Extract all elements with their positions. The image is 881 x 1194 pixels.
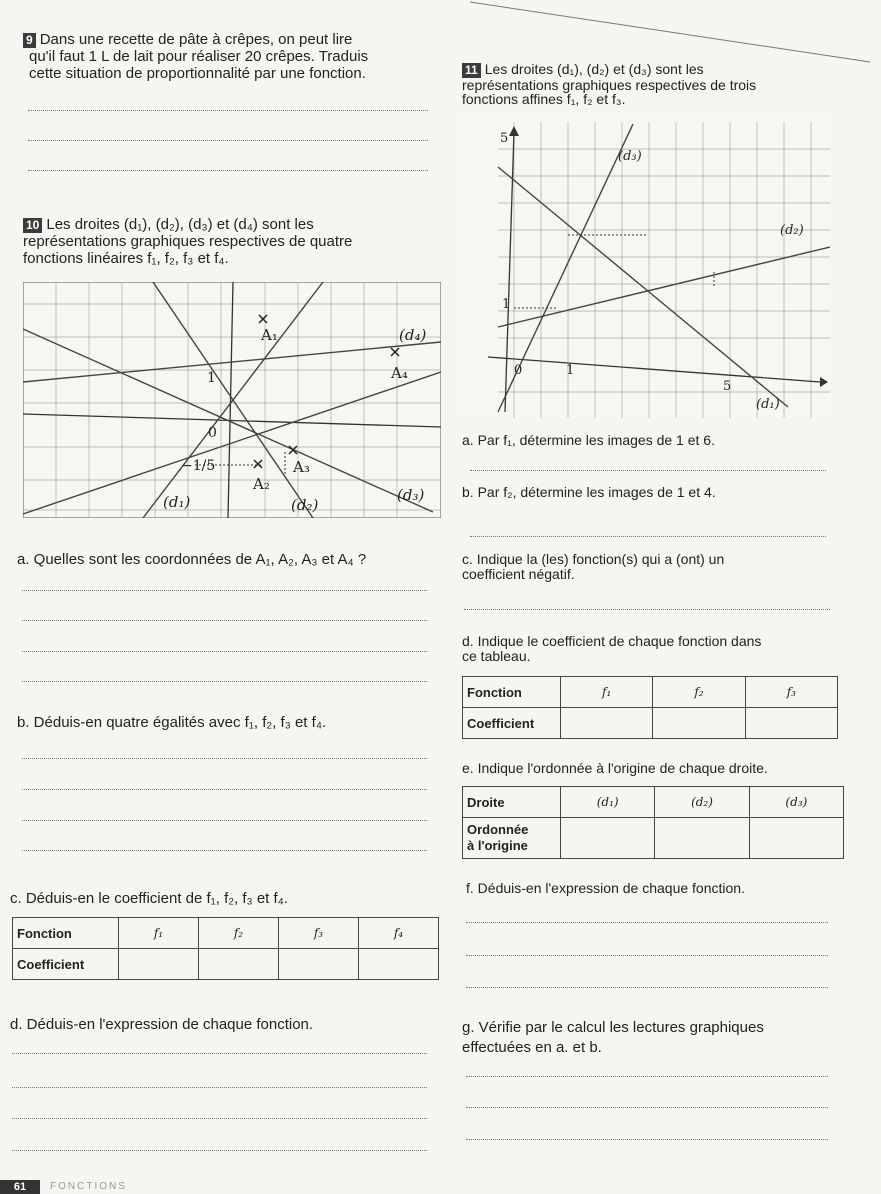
answer-line[interactable] [12, 1087, 427, 1088]
table-col-d3: (d₃) [749, 787, 843, 818]
ex11-question-c [462, 552, 842, 582]
ex11-question-d [462, 634, 842, 664]
table-cell-input[interactable] [653, 708, 745, 739]
label-origin: 0 [208, 425, 217, 441]
label-d1: (d₁) [756, 397, 780, 412]
answer-line[interactable] [470, 536, 826, 537]
answer-line[interactable] [464, 609, 830, 610]
answer-line[interactable] [466, 1139, 828, 1140]
answer-line[interactable] [466, 955, 828, 956]
table-cell-input[interactable] [561, 818, 655, 859]
ex10-line2: représentations graphiques respectives de quatre [23, 233, 353, 250]
label-A3: A₃ [293, 458, 310, 476]
table-col-f4: f₄ [359, 918, 439, 949]
ex10-question-b: b. Déduis-en quatre égalités avec f₁, f₂, f₃ et f₄. [17, 714, 327, 731]
table-header-ordonnee-line1: Ordonnée [467, 822, 529, 837]
ex11-question-e: e. Indique l'ordonnée à l'origine de chaque droite. [462, 760, 768, 776]
ex11-question-c-line1: c. Indique la (les) fonction(s) qui a (ont) un [462, 551, 725, 567]
ex10-question-c: c. Déduis-en le coefficient de f₁, f₂, f₃ et f₄. [10, 890, 288, 907]
table-header-fonction: Fonction [13, 918, 119, 949]
ex11-coefficient-table [462, 676, 838, 739]
answer-line[interactable] [12, 1150, 427, 1151]
ex11-question-d-line2: ce tableau. [462, 648, 531, 664]
ex11-question-c-line2: coefficient négatif. [462, 566, 575, 582]
ex10-number: 10 [23, 218, 42, 233]
ex11-intercept-table [462, 786, 844, 859]
table-col-f2: f₂ [199, 918, 279, 949]
top-decoration [470, 0, 881, 70]
answer-line[interactable] [470, 470, 826, 471]
ex9-line2: qu'il faut 1 L de lait pour réaliser 20 crêpes. Traduis [29, 48, 369, 65]
table-header-droite: Droite [463, 787, 561, 818]
answer-line[interactable] [22, 789, 427, 790]
answer-line[interactable] [466, 922, 828, 923]
ex11-question-f: f. Déduis-en l'expression de chaque fonction. [466, 880, 745, 896]
answer-line[interactable] [22, 758, 427, 759]
answer-line[interactable] [12, 1118, 427, 1119]
answer-line[interactable] [22, 681, 427, 682]
label-A1: A₁ [261, 326, 278, 344]
ex11-statement [462, 62, 872, 106]
answer-line[interactable] [22, 651, 427, 652]
ex10-question-d: d. Déduis-en l'expression de chaque fonction. [10, 1016, 314, 1033]
label-x-five: 5 [723, 379, 732, 394]
ex11-question-g [462, 1018, 862, 1058]
table-cell-input[interactable] [359, 949, 439, 980]
ex11-graph [458, 112, 830, 418]
ex9-number: 9 [23, 33, 36, 48]
table-header-coefficient: Coefficient [13, 949, 119, 980]
label-d2: (d₂) [780, 223, 804, 238]
table-cell-input[interactable] [561, 708, 653, 739]
ex11-question-g-line2: effectuées en a. et b. [462, 1039, 602, 1056]
answer-line[interactable] [22, 590, 427, 591]
ex11-number: 11 [462, 63, 481, 78]
ex10-graph [23, 282, 441, 518]
answer-line[interactable] [466, 987, 828, 988]
table-col-f3: f₃ [745, 677, 837, 708]
table-cell-input[interactable] [655, 818, 749, 859]
table-cell-input[interactable] [279, 949, 359, 980]
label-d4: (d₄) [399, 326, 427, 344]
ex11-question-b: b. Par f₂, détermine les images de 1 et 4. [462, 484, 716, 500]
answer-line[interactable] [22, 620, 427, 621]
answer-line[interactable] [28, 170, 428, 171]
footer-label: FONCTIONS [50, 1181, 127, 1192]
ex11-line3: fonctions affines f₁, f₂ et f₃. [462, 91, 626, 107]
answer-line[interactable] [28, 110, 428, 111]
ex11-question-g-line1: g. Vérifie par le calcul les lectures graphiques [462, 1019, 764, 1036]
label-d3: (d₃) [397, 486, 425, 504]
table-cell-input[interactable] [119, 949, 199, 980]
ex9-statement [23, 31, 443, 82]
answer-line[interactable] [466, 1076, 828, 1077]
page-number: 61 [0, 1180, 40, 1194]
label-A2: A₂ [253, 475, 270, 493]
table-col-f1: f₁ [561, 677, 653, 708]
ex10-statement [23, 216, 443, 267]
answer-line[interactable] [466, 1107, 828, 1108]
answer-line[interactable] [28, 140, 428, 141]
table-col-f1: f₁ [119, 918, 199, 949]
ex10-question-a: a. Quelles sont les coordonnées de A₁, A₂, A₃ et A₄ ? [17, 551, 367, 568]
label-origin: 0 [514, 363, 523, 378]
label-neg-fifth: −1/5 [181, 458, 216, 474]
label-d2: (d₂) [291, 496, 319, 514]
label-one: 1 [207, 370, 216, 386]
answer-line[interactable] [12, 1053, 427, 1054]
label-x-one: 1 [566, 363, 575, 378]
label-y-five: 5 [500, 131, 509, 146]
table-col-d2: (d₂) [655, 787, 749, 818]
ex9-line3: cette situation de proportionnalité par une fonction. [29, 65, 366, 82]
table-col-f3: f₃ [279, 918, 359, 949]
ex10-line1: Les droites (d₁), (d₂), (d₃) et (d₄) sont les [46, 216, 314, 233]
answer-line[interactable] [22, 820, 427, 821]
answer-line[interactable] [22, 850, 427, 851]
table-col-f2: f₂ [653, 677, 745, 708]
ex10-line3: fonctions linéaires f₁, f₂, f₃ et f₄. [23, 250, 229, 267]
table-cell-input[interactable] [745, 708, 837, 739]
ex9-line1: Dans une recette de pâte à crêpes, on peut lire [39, 31, 353, 48]
table-col-d1: (d₁) [561, 787, 655, 818]
ex11-line2: représentations graphiques respectives de trois [462, 77, 757, 93]
table-cell-input[interactable] [199, 949, 279, 980]
ex10-coefficient-table [12, 917, 439, 980]
ex11-question-d-line1: d. Indique le coefficient de chaque fonction dans [462, 633, 762, 649]
label-A4: A₄ [391, 364, 408, 382]
label-y-one: 1 [502, 297, 511, 312]
table-header-ordonnee-line2: à l'origine [467, 838, 528, 853]
table-header-coefficient: Coefficient [463, 708, 561, 739]
table-header-fonction: Fonction [463, 677, 561, 708]
table-cell-input[interactable] [749, 818, 843, 859]
ex11-line1: Les droites (d₁), (d₂) et (d₃) sont les [484, 61, 704, 77]
label-d3: (d₃) [618, 149, 642, 164]
label-d1: (d₁) [163, 493, 191, 511]
table-header-ordonnee [463, 818, 561, 859]
ex11-question-a: a. Par f₁, détermine les images de 1 et 6. [462, 432, 715, 448]
